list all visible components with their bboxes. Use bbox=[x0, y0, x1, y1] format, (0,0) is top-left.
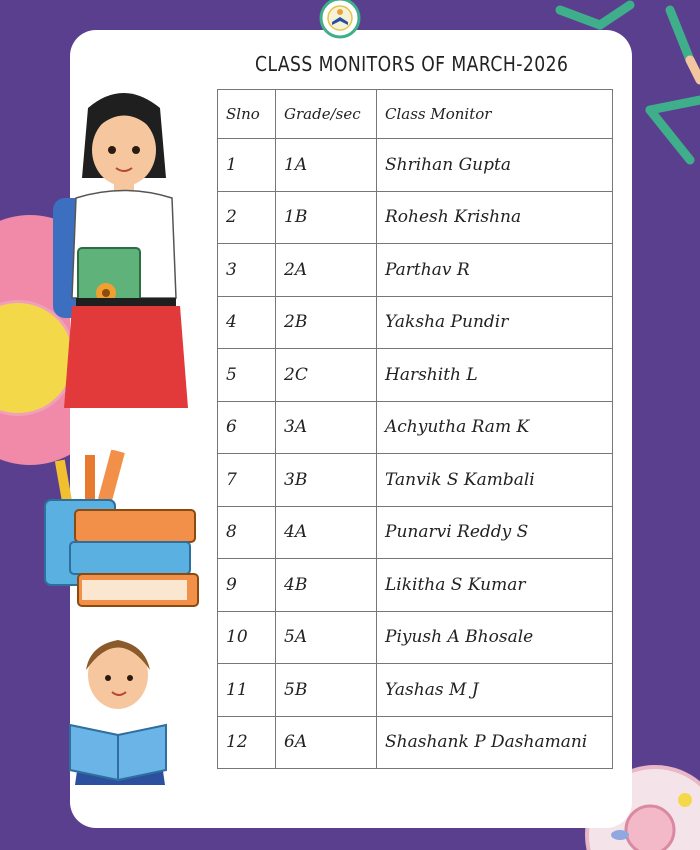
monitor-cell: Tanvik S Kambali bbox=[377, 454, 613, 507]
grade-cell: 3B bbox=[276, 454, 377, 507]
table-row bbox=[218, 296, 613, 349]
table-row bbox=[218, 716, 613, 769]
slno-cell: 9 bbox=[218, 559, 276, 612]
column-header-grade: Grade/sec bbox=[276, 90, 377, 139]
monitor-cell: Rohesh Krishna bbox=[377, 191, 613, 244]
monitor-cell: Yaksha Pundir bbox=[377, 296, 613, 349]
table-row bbox=[218, 349, 613, 402]
table-header-row bbox=[218, 90, 613, 139]
slno-cell: 8 bbox=[218, 506, 276, 559]
slno-cell: 7 bbox=[218, 454, 276, 507]
slno-cell: 2 bbox=[218, 191, 276, 244]
slno-cell: 12 bbox=[218, 716, 276, 769]
table-row bbox=[218, 664, 613, 717]
grade-cell: 5B bbox=[276, 664, 377, 717]
monitor-cell: Punarvi Reddy S bbox=[377, 506, 613, 559]
class-monitors-table bbox=[217, 89, 613, 769]
table-row bbox=[218, 139, 613, 192]
slno-cell: 5 bbox=[218, 349, 276, 402]
grade-cell: 3A bbox=[276, 401, 377, 454]
monitor-cell: Shashank P Dashamani bbox=[377, 716, 613, 769]
slno-cell: 4 bbox=[218, 296, 276, 349]
school-logo-icon bbox=[315, 0, 365, 40]
column-header-monitor: Class Monitor bbox=[377, 90, 613, 139]
page-title: CLASS MONITORS OF MARCH-2026 bbox=[255, 52, 569, 76]
grade-cell: 2B bbox=[276, 296, 377, 349]
table-row bbox=[218, 506, 613, 559]
monitor-cell: Parthav R bbox=[377, 244, 613, 297]
monitor-cell: Harshith L bbox=[377, 349, 613, 402]
grade-cell: 1B bbox=[276, 191, 377, 244]
pencil-cup-books-illustration bbox=[40, 450, 200, 608]
slno-cell: 11 bbox=[218, 664, 276, 717]
grade-cell: 4A bbox=[276, 506, 377, 559]
slno-cell: 10 bbox=[218, 611, 276, 664]
boy-reading-illustration bbox=[50, 630, 190, 785]
table-row bbox=[218, 559, 613, 612]
monitor-cell: Likitha S Kumar bbox=[377, 559, 613, 612]
girl-student-illustration bbox=[48, 88, 198, 410]
monitor-cell: Piyush A Bhosale bbox=[377, 611, 613, 664]
slno-cell: 1 bbox=[218, 139, 276, 192]
grade-cell: 4B bbox=[276, 559, 377, 612]
table-row bbox=[218, 401, 613, 454]
grade-cell: 1A bbox=[276, 139, 377, 192]
monitor-cell: Shrihan Gupta bbox=[377, 139, 613, 192]
grade-cell: 6A bbox=[276, 716, 377, 769]
table-row bbox=[218, 191, 613, 244]
grade-cell: 2C bbox=[276, 349, 377, 402]
grade-cell: 5A bbox=[276, 611, 377, 664]
column-header-slno: Slno bbox=[218, 90, 276, 139]
slno-cell: 3 bbox=[218, 244, 276, 297]
grade-cell: 2A bbox=[276, 244, 377, 297]
slno-cell: 6 bbox=[218, 401, 276, 454]
table-row bbox=[218, 611, 613, 664]
monitor-cell: Yashas M J bbox=[377, 664, 613, 717]
monitor-cell: Achyutha Ram K bbox=[377, 401, 613, 454]
table-row bbox=[218, 454, 613, 507]
table-row bbox=[218, 244, 613, 297]
